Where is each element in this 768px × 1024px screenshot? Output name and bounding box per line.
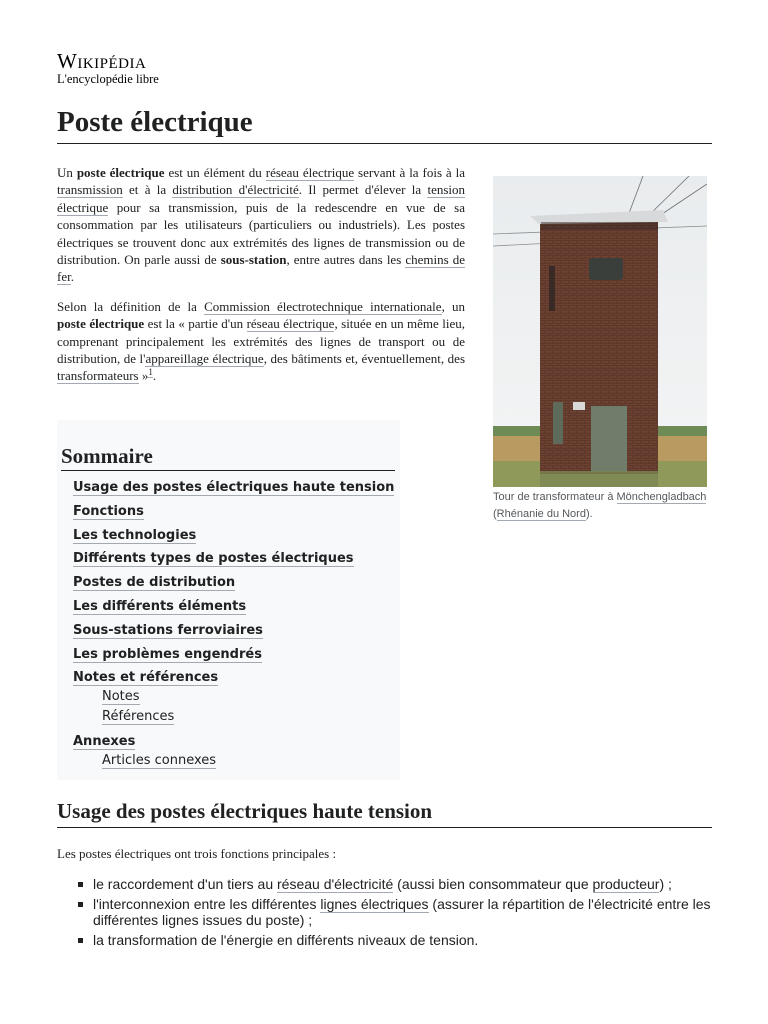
text: ( bbox=[493, 507, 497, 520]
toc-item-label[interactable]: Annexes bbox=[73, 734, 136, 750]
text: ). bbox=[585, 507, 593, 520]
toc-item-label[interactable]: Sous-stations ferroviaires bbox=[73, 622, 263, 638]
list-item bbox=[93, 896, 712, 929]
text: est un élément du bbox=[164, 165, 266, 180]
functions-list bbox=[57, 876, 712, 960]
section-heading: Usage des postes électriques haute tension bbox=[57, 798, 712, 828]
toc-item-label[interactable]: Postes de distribution bbox=[73, 575, 236, 591]
table-of-contents bbox=[57, 420, 400, 780]
toc-item[interactable] bbox=[73, 645, 403, 669]
toc-item-label[interactable]: Usage des postes électriques haute tension bbox=[73, 480, 395, 495]
link-rhenanie[interactable]: Rhénanie du Nord bbox=[496, 507, 586, 520]
toc-item[interactable] bbox=[73, 668, 403, 732]
toc-item-label[interactable]: Différents types de postes électriques bbox=[73, 551, 354, 567]
text: » bbox=[138, 368, 149, 384]
link-transformateurs[interactable]: transformateurs bbox=[57, 368, 139, 384]
text: Un bbox=[57, 165, 77, 180]
toc-subitem[interactable] bbox=[102, 751, 403, 771]
link-appareillage[interactable]: appareillage électrique bbox=[145, 351, 264, 367]
text: le raccordement d'un tiers au bbox=[93, 876, 277, 892]
link-reseau-electrique[interactable]: réseau électrique bbox=[265, 165, 355, 180]
page-title: Poste électrique bbox=[57, 104, 712, 144]
toc-subitem[interactable] bbox=[102, 687, 403, 707]
lead-paragraph-1 bbox=[57, 164, 465, 286]
bold-term: sous-station bbox=[220, 252, 287, 268]
lead-section bbox=[57, 164, 465, 397]
toc-item-label[interactable]: Notes et références bbox=[73, 670, 219, 686]
toc-subitem[interactable] bbox=[102, 707, 403, 727]
text: . Il permet d'élever la bbox=[298, 182, 428, 198]
section-intro: Les postes électriques ont trois fonctions principales : bbox=[57, 846, 337, 861]
text: la transformation de l'énergie en différents niveaux de tension. bbox=[93, 931, 479, 948]
logo-wordmark: Wikipédia bbox=[57, 49, 147, 73]
text: et à la bbox=[122, 182, 173, 198]
text: l'interconnexion entre les différentes bbox=[93, 895, 321, 912]
text: pour sa transmission, puis de la redescendre en vue de sa consommation par les utilisateurs (particuliers ou industriels). Les postes électriques se trouvent donc aux extrémités des lignes de transmission ou de distribution. On parle aussi de bbox=[57, 199, 465, 268]
text: , entre autres dans les bbox=[286, 252, 406, 268]
toc-item[interactable] bbox=[73, 478, 403, 502]
toc-sublist bbox=[73, 687, 403, 727]
toc-item-label[interactable]: Les différents éléments bbox=[73, 598, 247, 614]
toc-item[interactable] bbox=[73, 573, 403, 597]
toc-item-label[interactable]: Les problèmes engendrés bbox=[73, 646, 262, 662]
lead-paragraph-2 bbox=[57, 298, 465, 385]
text: Selon la définition de la bbox=[57, 298, 205, 314]
bold-term: poste électrique bbox=[76, 165, 165, 180]
toc-item-label[interactable]: Les technologies bbox=[73, 527, 197, 543]
link-reseau-electrique-2[interactable]: réseau électrique bbox=[246, 316, 335, 332]
infobox-figure bbox=[493, 176, 707, 522]
transformer-tower-photo[interactable] bbox=[493, 176, 707, 487]
toc-title: Sommaire bbox=[61, 442, 395, 471]
figure-caption bbox=[493, 489, 707, 522]
link-chemins-de-fer[interactable]: chemins de fer bbox=[57, 252, 465, 285]
toc-item[interactable] bbox=[73, 502, 403, 526]
bold-term: poste électrique bbox=[57, 316, 145, 332]
text: , des bâtiments et, éventuellement, des bbox=[263, 351, 466, 367]
text: Tour de transformateur à bbox=[493, 491, 617, 503]
list-item bbox=[93, 932, 712, 949]
toc-item[interactable] bbox=[73, 621, 403, 645]
text: . bbox=[152, 368, 157, 384]
text: servant à la fois à la bbox=[354, 165, 466, 180]
link-tension-electrique[interactable]: tension électrique bbox=[57, 182, 466, 215]
text: , un bbox=[441, 298, 465, 314]
reference-1[interactable]: 1 bbox=[148, 367, 153, 378]
text: est la « partie d'un bbox=[144, 316, 247, 332]
toc-sublist bbox=[73, 751, 403, 771]
toc-item[interactable] bbox=[73, 526, 403, 550]
toc-item[interactable] bbox=[73, 597, 403, 621]
link-cei[interactable]: Commission électrotechnique internationale bbox=[204, 298, 442, 314]
link-transmission[interactable]: transmission bbox=[57, 182, 123, 198]
link-distribution[interactable]: distribution d'électricité bbox=[172, 182, 299, 198]
link-lignes-electriques[interactable]: lignes électriques bbox=[320, 895, 429, 912]
toc-item[interactable] bbox=[73, 549, 403, 573]
toc-subitem-label[interactable]: Notes bbox=[102, 689, 140, 705]
toc-item[interactable] bbox=[73, 732, 403, 769]
link-producteur[interactable]: producteur bbox=[592, 876, 660, 892]
toc-subitem-label[interactable]: Articles connexes bbox=[102, 753, 217, 769]
link-reseau-electricite[interactable]: réseau d'électricité bbox=[277, 876, 394, 892]
link-monchengladbach[interactable]: Mönchengladbach bbox=[616, 491, 707, 503]
wikipedia-logo[interactable] bbox=[57, 50, 159, 86]
toc-list bbox=[73, 478, 403, 769]
logo-tagline: L'encyclopédie libre bbox=[57, 72, 159, 86]
text: , située en un même lieu, comprenant principalement les extrémités des lignes de transport ou de distribution, de l' bbox=[57, 316, 465, 367]
toc-item-label[interactable]: Fonctions bbox=[73, 503, 144, 519]
text: ) ; bbox=[659, 876, 672, 892]
list-item bbox=[93, 876, 712, 893]
text: (assurer la répartition de l'électricité entre les différentes lignes issues du poste) ; bbox=[93, 895, 711, 928]
text: (aussi bien consommateur que bbox=[393, 876, 593, 892]
toc-subitem-label[interactable]: Références bbox=[102, 709, 175, 725]
text: . bbox=[70, 269, 74, 285]
